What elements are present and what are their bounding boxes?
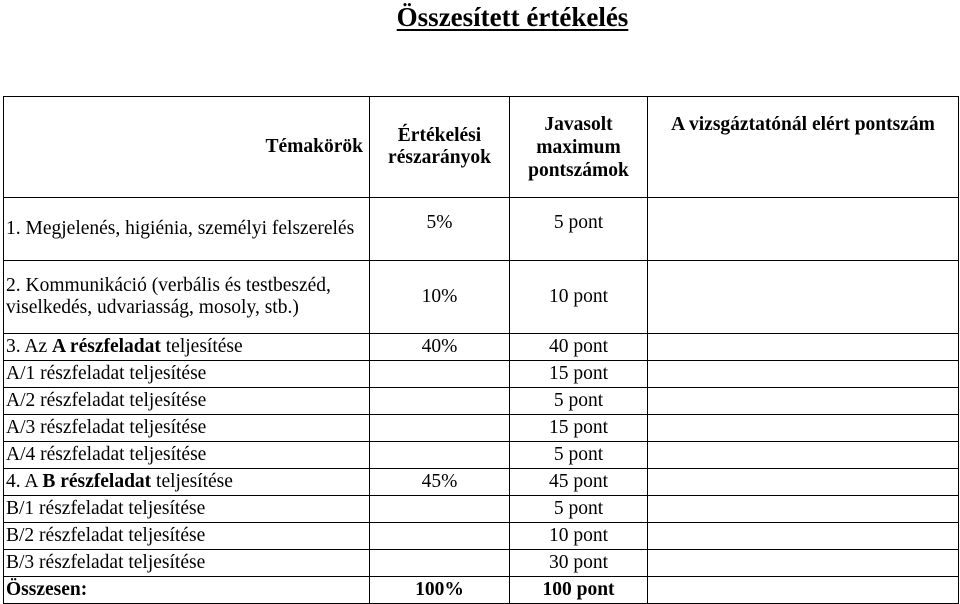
table-row	[4, 334, 959, 361]
row-share	[370, 388, 510, 415]
row-topic: A/1 részfeladat teljesítése	[4, 361, 370, 388]
row-share	[370, 550, 510, 577]
table-row	[4, 361, 959, 388]
row-achieved-cell[interactable]	[648, 388, 959, 415]
row-topic: A/3 részfeladat teljesítése	[4, 415, 370, 442]
row-achieved-cell[interactable]	[648, 523, 959, 550]
table-row	[4, 388, 959, 415]
total-points: 100 pont	[510, 577, 648, 604]
header-share: Értékelési részarányok	[370, 97, 510, 198]
table-header-row	[4, 97, 959, 198]
row-points: 45 pont	[510, 469, 648, 496]
row-points: 5 pont	[510, 198, 648, 261]
table-row	[4, 523, 959, 550]
row-achieved-cell[interactable]	[648, 550, 959, 577]
row-achieved-cell[interactable]	[648, 198, 959, 261]
row-achieved-cell[interactable]	[648, 415, 959, 442]
row-topic: B/2 részfeladat teljesítése	[4, 523, 370, 550]
row-share	[370, 415, 510, 442]
table-row	[4, 469, 959, 496]
row-achieved-cell[interactable]	[648, 261, 959, 334]
row-points: 10 pont	[510, 523, 648, 550]
row-achieved-cell[interactable]	[648, 496, 959, 523]
row-achieved-cell[interactable]	[648, 361, 959, 388]
row-achieved-cell[interactable]	[648, 442, 959, 469]
row-share: 40%	[370, 334, 510, 361]
table-row	[4, 261, 959, 334]
row-points: 5 pont	[510, 388, 648, 415]
total-label: Összesen:	[4, 577, 370, 604]
row-share: 10%	[370, 261, 510, 334]
table-row	[4, 415, 959, 442]
row-topic: B/1 részfeladat teljesítése	[4, 496, 370, 523]
row-topic: A/2 részfeladat teljesítése	[4, 388, 370, 415]
row-points: 10 pont	[510, 261, 648, 334]
topic-bold-label: A részfeladat	[52, 336, 161, 357]
row-points: 5 pont	[510, 442, 648, 469]
row-achieved-cell[interactable]	[648, 334, 959, 361]
row-topic: 3. Az A részfeladat teljesítése	[4, 334, 370, 361]
row-topic: 2. Kommunikáció (verbális és testbeszéd, viselkedés, udvariasság, mosoly, stb.)	[4, 261, 370, 334]
row-achieved-cell[interactable]	[648, 469, 959, 496]
row-share	[370, 442, 510, 469]
header-max-points: Javasolt maximum pontszámok	[510, 97, 648, 198]
total-share: 100%	[370, 577, 510, 604]
row-share	[370, 496, 510, 523]
row-share	[370, 361, 510, 388]
row-share: 45%	[370, 469, 510, 496]
row-topic: B/3 részfeladat teljesítése	[4, 550, 370, 577]
table-row	[4, 550, 959, 577]
total-achieved-cell[interactable]	[648, 577, 959, 604]
row-points: 15 pont	[510, 361, 648, 388]
table-row	[4, 442, 959, 469]
evaluation-table	[3, 96, 959, 604]
row-topic: A/4 részfeladat teljesítése	[4, 442, 370, 469]
row-points: 5 pont	[510, 496, 648, 523]
row-points: 30 pont	[510, 550, 648, 577]
row-topic: 4. A B részfeladat teljesítése	[4, 469, 370, 496]
row-share: 5%	[370, 198, 510, 261]
header-topics: Témakörök	[4, 97, 370, 198]
row-topic: 1. Megjelenés, higiénia, személyi felszerelés	[4, 198, 370, 261]
row-points: 15 pont	[510, 415, 648, 442]
page-title: Összesített értékelés	[396, 2, 629, 32]
table-row	[4, 198, 959, 261]
row-share	[370, 523, 510, 550]
row-points: 40 pont	[510, 334, 648, 361]
total-row	[4, 577, 959, 604]
header-achieved: A vizsgáztatónál elért pontszám	[648, 97, 959, 198]
topic-bold-label: B részfeladat	[42, 471, 152, 492]
table-row	[4, 496, 959, 523]
